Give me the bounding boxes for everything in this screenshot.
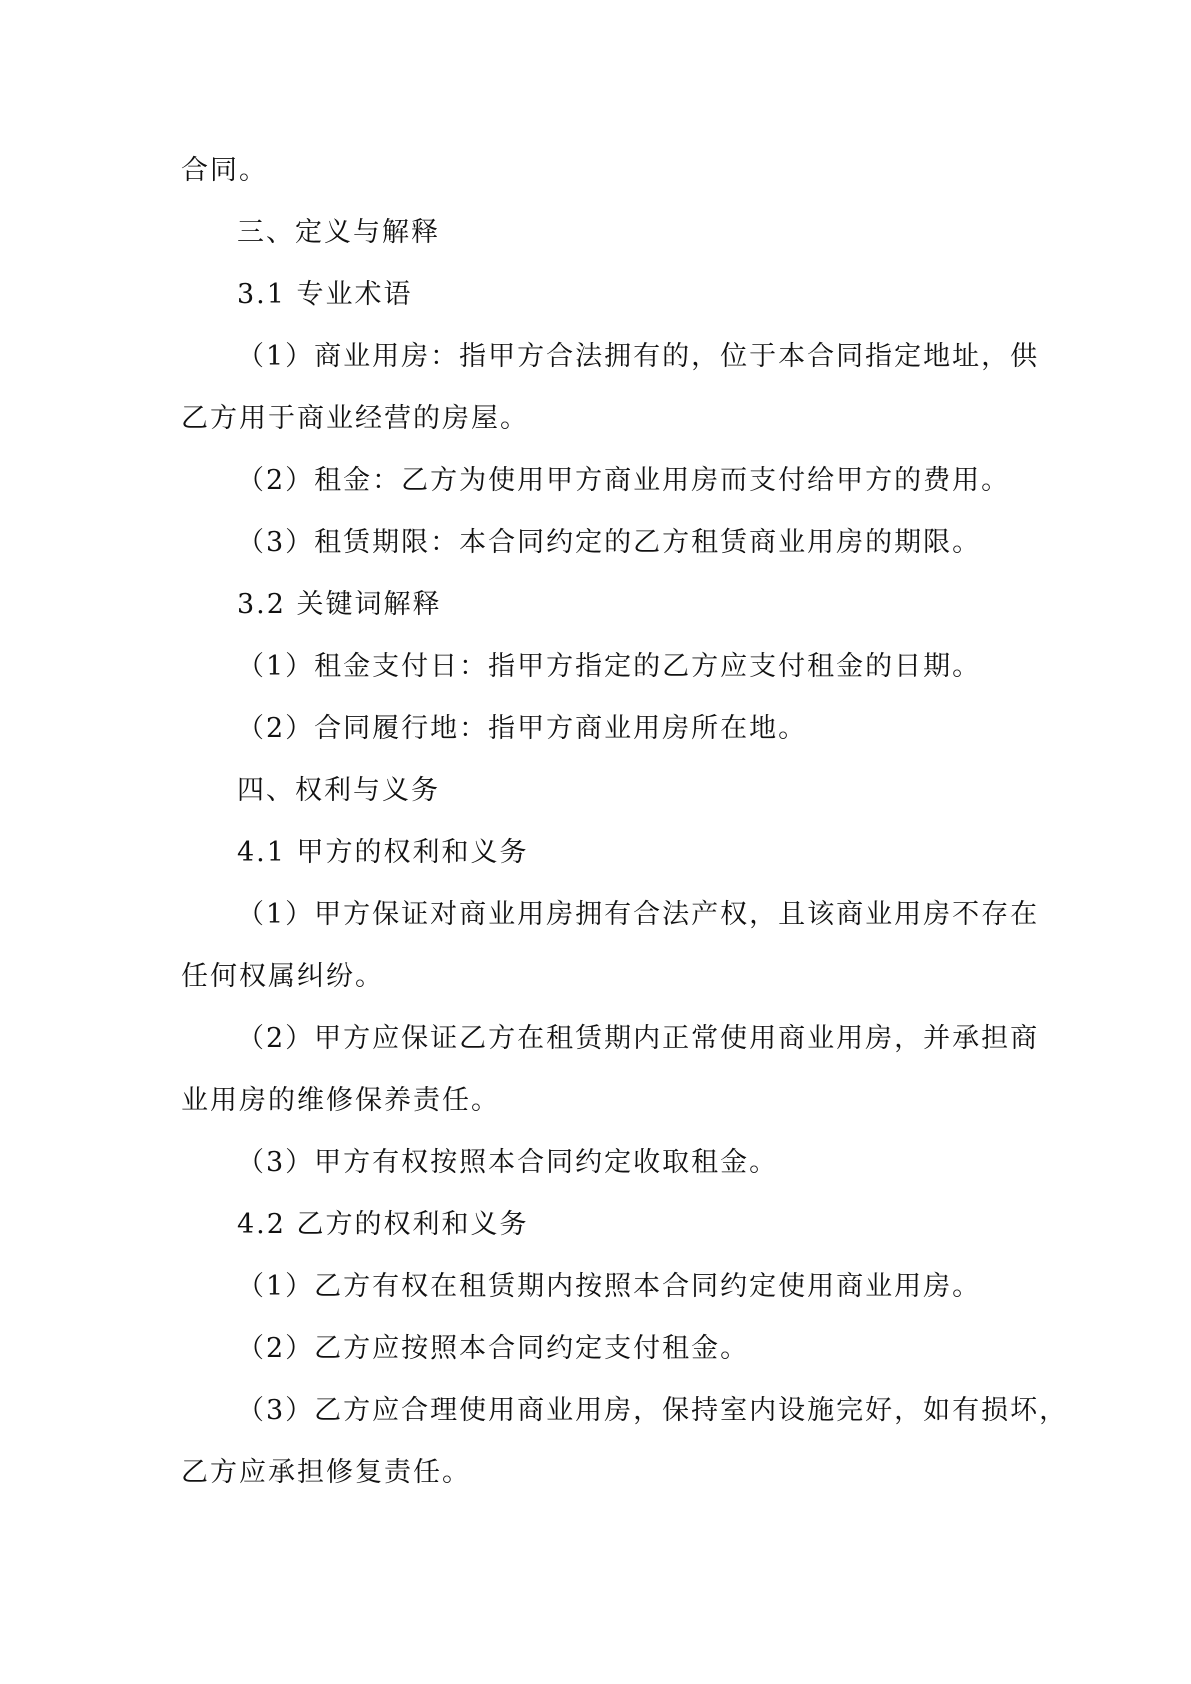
paragraph-line: （1）租金支付日：指甲方指定的乙方应支付租金的日期。 <box>237 651 982 682</box>
document-body <box>181 140 1069 1504</box>
paragraph-line: （3）租赁期限：本合同约定的乙方租赁商业用房的期限。 <box>237 527 982 558</box>
paragraph-line: 乙方用于商业经营的房屋。 <box>181 403 529 434</box>
paragraph-line: （2）甲方应保证乙方在租赁期内正常使用商业用房，并承担商 <box>237 1023 1040 1054</box>
paragraph-line: 合同。 <box>181 155 268 186</box>
paragraph-line: （2）合同履行地：指甲方商业用房所在地。 <box>237 713 808 744</box>
section-heading: 四、权利与义务 <box>237 775 440 806</box>
paragraph-line: （2）乙方应按照本合同约定支付租金。 <box>237 1333 750 1364</box>
paragraph-line: （3）甲方有权按照本合同约定收取租金。 <box>237 1147 779 1178</box>
subsection-heading: 3.1 专业术语 <box>237 279 413 310</box>
paragraph-line: 业用房的维修保养责任。 <box>181 1085 500 1116</box>
section-heading: 三、定义与解释 <box>237 217 440 248</box>
paragraph-line: （1）商业用房：指甲方合法拥有的，位于本合同指定地址，供 <box>237 341 1040 372</box>
subsection-heading: 4.2 乙方的权利和义务 <box>237 1209 529 1240</box>
paragraph-line: （2）租金：乙方为使用甲方商业用房而支付给甲方的费用。 <box>237 465 1011 496</box>
paragraph-line: （3）乙方应合理使用商业用房，保持室内设施完好，如有损坏， <box>237 1395 1069 1426</box>
paragraph-line: 任何权属纠纷。 <box>181 961 384 992</box>
subsection-heading: 3.2 关键词解释 <box>237 589 442 620</box>
paragraph-line: 乙方应承担修复责任。 <box>181 1457 471 1488</box>
paragraph-line: （1）甲方保证对商业用房拥有合法产权，且该商业用房不存在 <box>237 899 1040 930</box>
paragraph-line: （1）乙方有权在租赁期内按照本合同约定使用商业用房。 <box>237 1271 982 1302</box>
subsection-heading: 4.1 甲方的权利和义务 <box>237 837 529 868</box>
